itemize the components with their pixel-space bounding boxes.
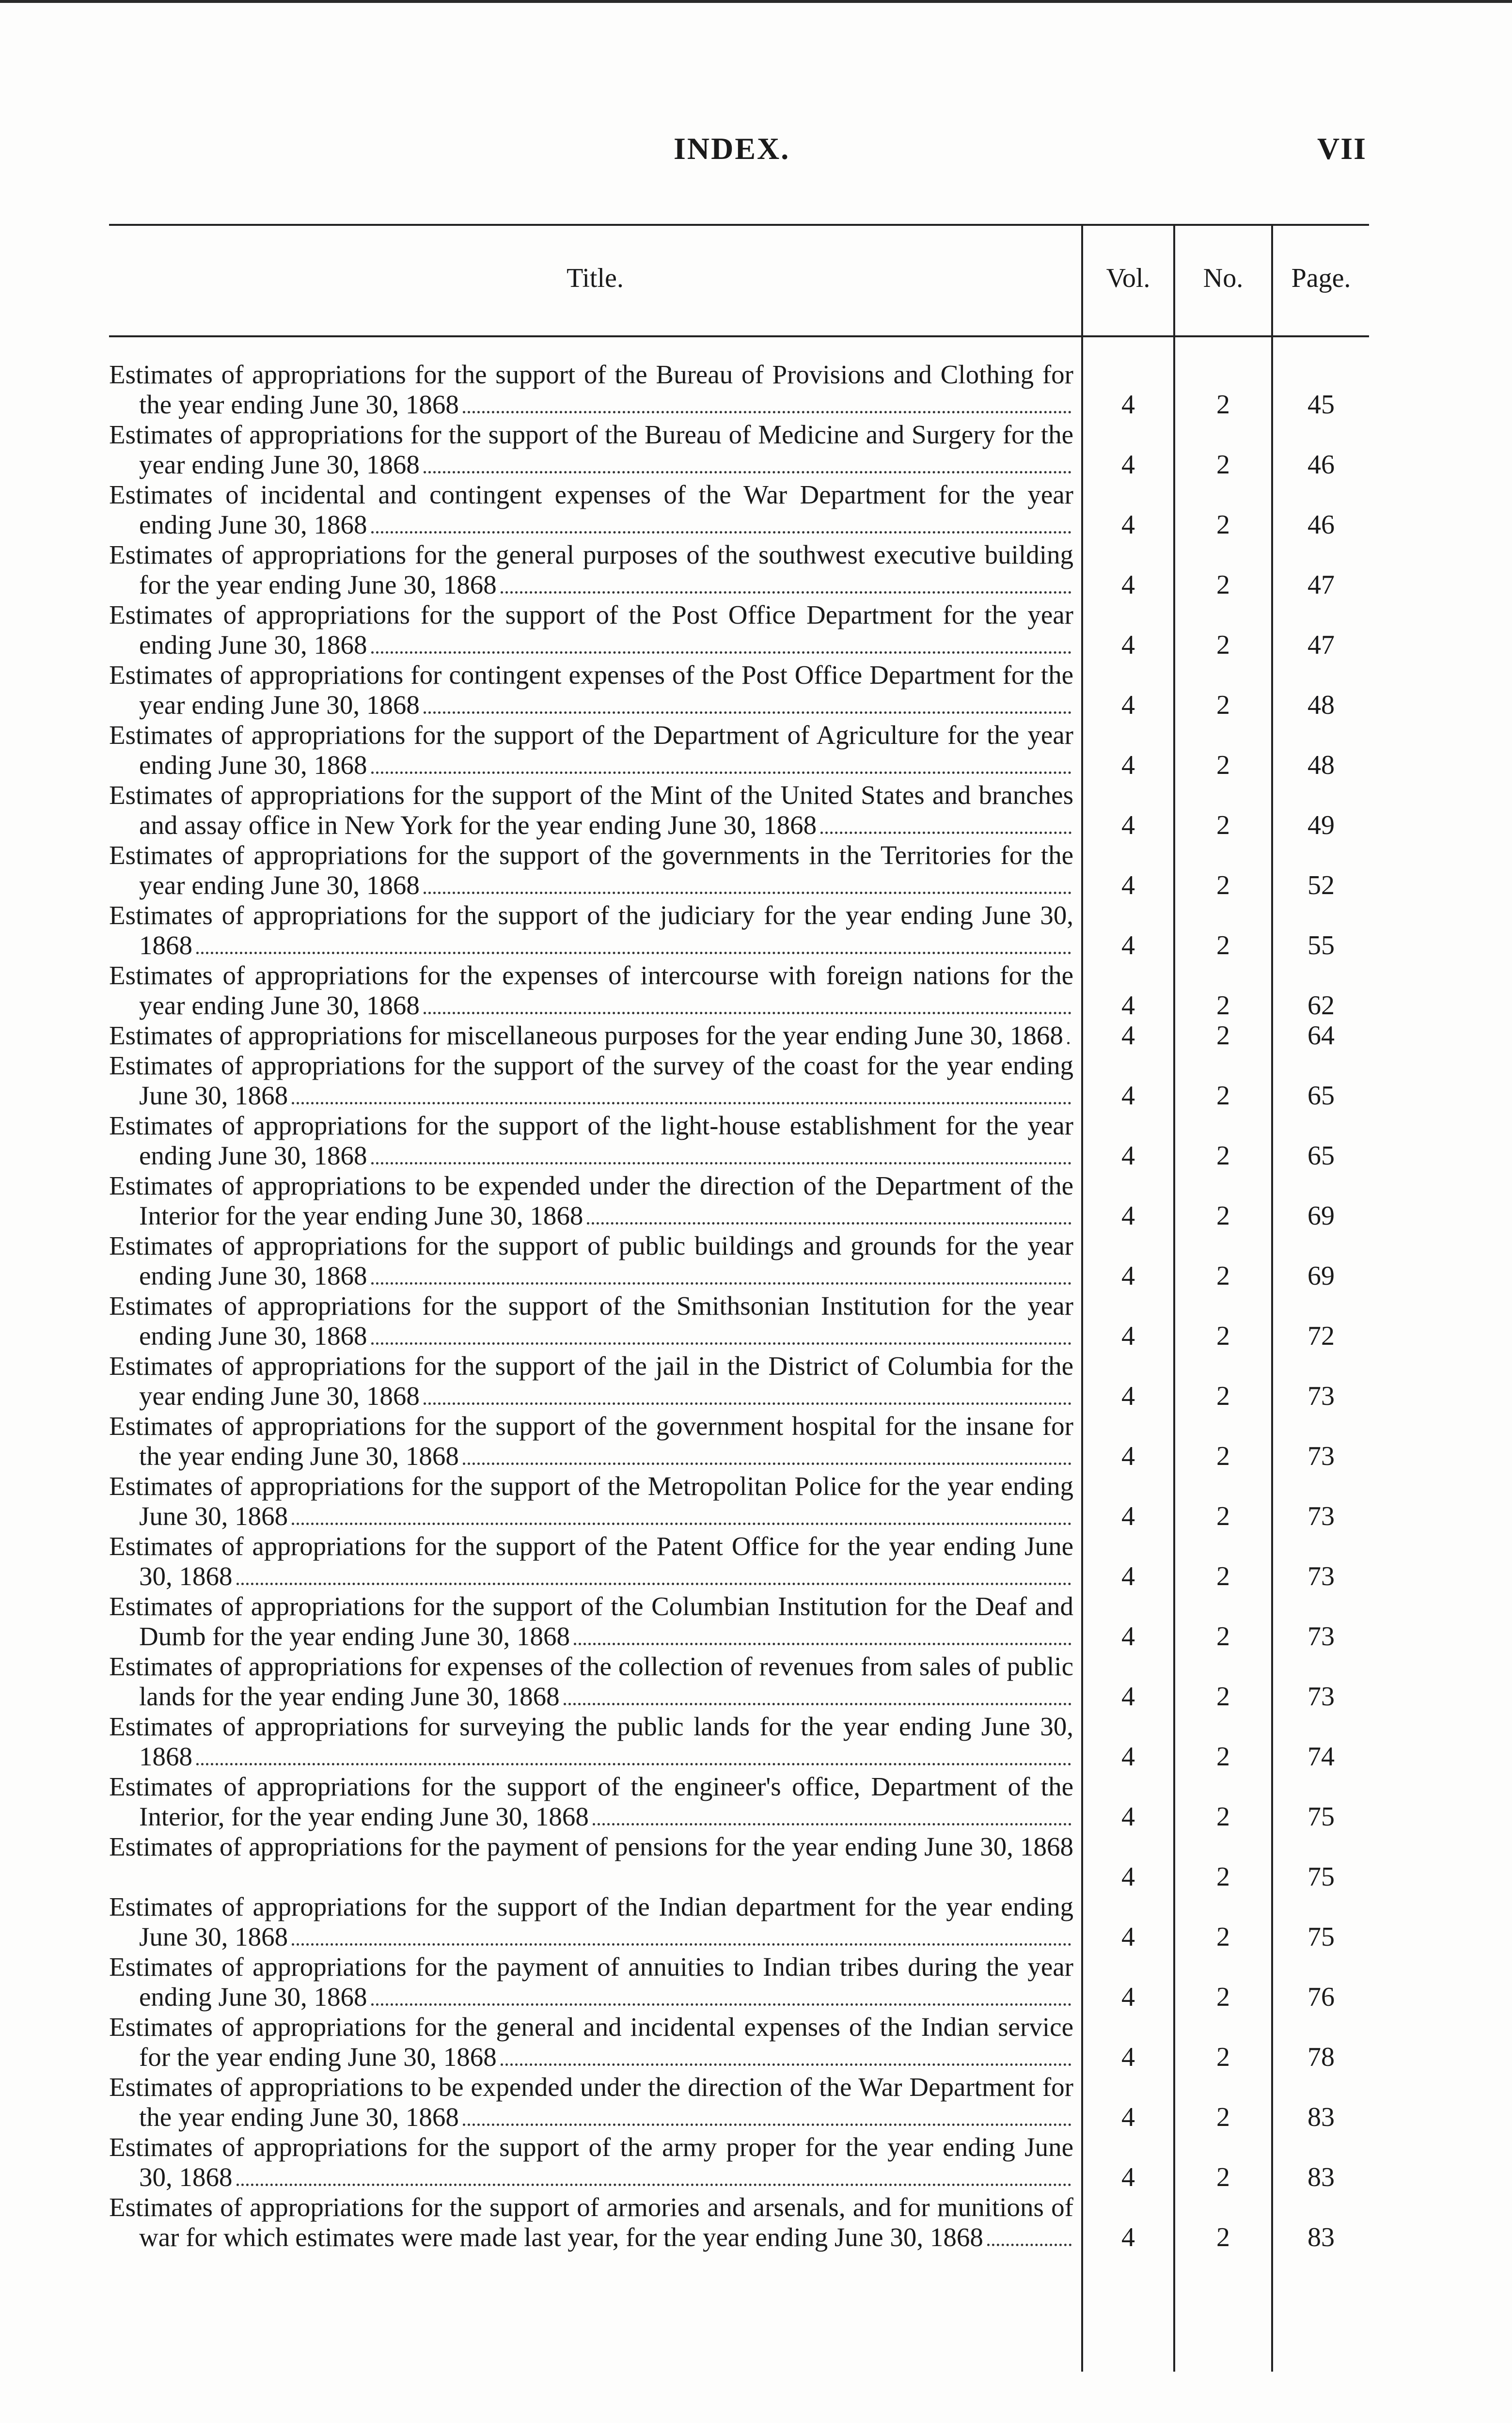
page-cell: 62: [1307, 991, 1335, 1021]
entry-title: [109, 1291, 1073, 1351]
page-cell: 73: [1307, 1682, 1335, 1712]
dot-leader: [593, 1823, 1071, 1825]
number-cell: 2: [1216, 2162, 1230, 2192]
entry-title-text: Estimates of appropriations for the expenses of intercourse with foreign nations for the year ending June 30, 1868: [109, 960, 1073, 1020]
dot-leader: [820, 832, 1071, 834]
page-cell: 69: [1307, 1201, 1335, 1231]
dot-leader: [463, 411, 1071, 413]
entry-title: [109, 1051, 1073, 1111]
page-cell: 48: [1307, 690, 1335, 720]
volume-cell: 4: [1121, 1261, 1135, 1291]
entry-title: [109, 1111, 1073, 1171]
dot-leader: [463, 1463, 1071, 1465]
table-row: [109, 1021, 1369, 1051]
volume-cell: 4: [1121, 1021, 1135, 1051]
dot-leader: [587, 1222, 1071, 1225]
entry-title: [109, 720, 1073, 780]
table-row: [109, 1531, 1369, 1591]
entry-title-text: Estimates of appropriations to be expended under the direction of the War Department for the year ending June 30, 1868: [109, 2072, 1073, 2132]
table-row: [109, 1171, 1369, 1231]
dot-leader: [371, 1342, 1071, 1345]
entry-title-text: Estimates of appropriations for the support of the engineer's office, Department of the Interior, for the year ending June 30, 1868: [109, 1772, 1073, 1831]
table-row: [109, 2192, 1369, 2252]
volume-cell: 4: [1121, 1081, 1135, 1111]
volume-cell: 4: [1121, 1862, 1135, 1892]
volume-cell: 4: [1121, 570, 1135, 600]
volume-cell: 4: [1121, 810, 1135, 840]
number-cell: 2: [1216, 2222, 1230, 2252]
entry-title-text: Estimates of appropriations for the general purposes of the southwest executive building for the year ending June 30, 1868: [109, 540, 1073, 599]
volume-cell: 4: [1121, 1922, 1135, 1952]
dot-leader: [424, 711, 1071, 714]
page-number: VII: [1317, 131, 1367, 166]
volume-cell: 4: [1121, 1561, 1135, 1591]
page-cell: 74: [1307, 1742, 1335, 1772]
entry-title: [109, 1171, 1073, 1231]
volume-cell: 4: [1121, 2222, 1135, 2252]
volume-cell: 4: [1121, 510, 1135, 540]
entry-title: [109, 1411, 1073, 1471]
entry-title-text: Estimates of appropriations for the support of the Smithsonian Institution for the year ending June 30, 1868: [109, 1291, 1073, 1351]
number-cell: 2: [1216, 1201, 1230, 1231]
entry-title: [109, 1351, 1073, 1411]
column-header-title: Title.: [567, 263, 624, 293]
number-cell: 2: [1216, 1862, 1230, 1892]
entry-title: [109, 960, 1073, 1021]
number-cell: 2: [1216, 630, 1230, 660]
number-cell: 2: [1216, 690, 1230, 720]
table-row: [109, 1952, 1369, 2012]
dot-leader: [371, 1282, 1071, 1285]
dot-leader: [424, 471, 1071, 473]
volume-cell: 4: [1121, 1682, 1135, 1712]
page-cell: 49: [1307, 810, 1335, 840]
volume-cell: 4: [1121, 1621, 1135, 1652]
volume-cell: 4: [1121, 1321, 1135, 1351]
entry-title-text: Estimates of appropriations for the payment of pensions for the year ending June 30, 1868: [109, 1832, 1073, 1861]
entry-title-text: Estimates of appropriations for contingent expenses of the Post Office Department for the year ending June 30, 1868: [109, 660, 1073, 720]
volume-cell: 4: [1121, 1802, 1135, 1832]
table-row: [109, 1892, 1369, 1952]
volume-cell: 4: [1121, 690, 1135, 720]
entry-title: [109, 660, 1073, 720]
entry-title: [109, 1591, 1073, 1652]
entry-title: [109, 1652, 1073, 1712]
entry-title-text: Estimates of appropriations for the support of the Indian department for the year ending June 30, 1868: [109, 1892, 1073, 1951]
page-cell: 73: [1307, 1561, 1335, 1591]
volume-cell: 4: [1121, 750, 1135, 780]
entry-title: [109, 420, 1073, 480]
dot-leader: [574, 1643, 1071, 1645]
page-cell: 75: [1307, 1922, 1335, 1952]
table-row: [109, 480, 1369, 540]
page-cell: 78: [1307, 2042, 1335, 2072]
volume-cell: 4: [1121, 1982, 1135, 2012]
entry-title: [109, 1952, 1073, 2012]
entry-title-text: Estimates of appropriations for the support of armories and arsenals, and for munitions of war for which estimates were made last year, for the year ending June 30, 1868: [109, 2192, 1073, 2252]
entry-title: [109, 2012, 1073, 2072]
entry-title-text: Estimates of appropriations for the support of the Metropolitan Police for the year ending June 30, 1868: [109, 1471, 1073, 1531]
page-cell: 73: [1307, 1441, 1335, 1471]
number-cell: 2: [1216, 1261, 1230, 1291]
entry-title-text: Estimates of appropriations for the support of the Post Office Department for the year ending June 30, 1868: [109, 600, 1073, 660]
entry-title-text: Estimates of appropriations for the support of the government hospital for the insane for the year ending June 30, 1868: [109, 1411, 1073, 1471]
entry-title: [109, 900, 1073, 960]
dot-leader: [371, 651, 1071, 654]
volume-cell: 4: [1121, 450, 1135, 480]
volume-cell: 4: [1121, 630, 1135, 660]
table-row: [109, 2072, 1369, 2132]
dot-leader: [501, 591, 1071, 594]
number-cell: 2: [1216, 930, 1230, 960]
volume-cell: 4: [1121, 1742, 1135, 1772]
dot-leader: [196, 1763, 1071, 1765]
page-title: INDEX.: [674, 131, 790, 166]
page-cell: 75: [1307, 1802, 1335, 1832]
dot-leader: [236, 2184, 1072, 2186]
table-row: [109, 1411, 1369, 1471]
entry-title: [109, 360, 1073, 420]
number-cell: 2: [1216, 1561, 1230, 1591]
number-cell: 2: [1216, 1621, 1230, 1652]
table-row: [109, 2132, 1369, 2192]
entry-title: [109, 540, 1073, 600]
entry-title-text: Estimates of appropriations for the support of the Mint of the United States and branches and assay office in New York for the year ending June 30, 1868: [109, 780, 1073, 840]
page-top-rule: [0, 0, 1512, 3]
entry-title: [109, 1712, 1073, 1772]
number-cell: 2: [1216, 1922, 1230, 1952]
dot-leader: [564, 1703, 1071, 1705]
dot-leader: [987, 2244, 1071, 2246]
entry-title-text: Estimates of appropriations for expenses of the collection of revenues from sales of public lands for the year ending June 30, 1868: [109, 1652, 1073, 1711]
dot-leader: [292, 1943, 1071, 1946]
entry-title-text: Estimates of appropriations for the support of the judiciary for the year ending June 30, 1868: [109, 900, 1073, 960]
entry-title: [109, 1772, 1073, 1832]
index-table: [109, 224, 1369, 2400]
volume-cell: 4: [1121, 1381, 1135, 1411]
volume-cell: 4: [1121, 2102, 1135, 2132]
table-body: [109, 360, 1369, 2252]
dot-leader: [236, 1583, 1072, 1585]
dot-leader: [371, 1162, 1071, 1164]
column-header-no: No.: [1203, 263, 1244, 293]
table-row: [109, 1111, 1369, 1171]
entry-title-text: Estimates of appropriations for the support of the jail in the District of Columbia for the year ending June 30, 1868: [109, 1351, 1073, 1411]
table-row: [109, 1832, 1369, 1892]
entry-title-text: Estimates of appropriations for miscellaneous purposes for the year ending June 30, 1868: [109, 1021, 1063, 1050]
volume-cell: 4: [1121, 1501, 1135, 1531]
volume-cell: 4: [1121, 2162, 1135, 2192]
page-cell: 48: [1307, 750, 1335, 780]
table-row: [109, 1712, 1369, 1772]
page-cell: 83: [1307, 2222, 1335, 2252]
number-cell: 2: [1216, 1021, 1230, 1051]
entry-title-text: Estimates of appropriations to be expended under the direction of the Department of the Interior for the year ending June 30, 1868: [109, 1171, 1073, 1230]
number-cell: 2: [1216, 1321, 1230, 1351]
entry-title: [109, 1531, 1073, 1591]
page-cell: 46: [1307, 510, 1335, 540]
table-row: [109, 420, 1369, 480]
dot-leader: [371, 2003, 1071, 2006]
entry-title: [109, 2192, 1073, 2252]
table-header-rule: [109, 335, 1369, 337]
entry-title: [109, 600, 1073, 660]
column-header-vol: Vol.: [1106, 263, 1150, 293]
number-cell: 2: [1216, 510, 1230, 540]
entry-title: [109, 840, 1073, 900]
entry-title-text: Estimates of appropriations for surveying the public lands for the year ending June 30, 1868: [109, 1712, 1073, 1771]
table-row: [109, 600, 1369, 660]
page-cell: 52: [1307, 870, 1335, 900]
dot-leader: [371, 771, 1071, 774]
number-cell: 2: [1216, 1742, 1230, 1772]
page-cell: 73: [1307, 1501, 1335, 1531]
volume-cell: 4: [1121, 390, 1135, 420]
number-cell: 2: [1216, 450, 1230, 480]
table-row: [109, 1772, 1369, 1832]
volume-cell: 4: [1121, 2042, 1135, 2072]
entry-title-text: Estimates of appropriations for the support of the Bureau of Provisions and Clothing for the year ending June 30, 1868: [109, 360, 1073, 419]
page-cell: 83: [1307, 2102, 1335, 2132]
table-row: [109, 2012, 1369, 2072]
table-row: [109, 540, 1369, 600]
entry-title: [109, 480, 1073, 540]
number-cell: 2: [1216, 1501, 1230, 1531]
dot-leader: [371, 531, 1071, 534]
page-cell: 83: [1307, 2162, 1335, 2192]
page-cell: 65: [1307, 1081, 1335, 1111]
volume-cell: 4: [1121, 991, 1135, 1021]
number-cell: 2: [1216, 390, 1230, 420]
number-cell: 2: [1216, 750, 1230, 780]
table-row: [109, 1652, 1369, 1712]
table-row: [109, 900, 1369, 960]
dot-leader: [424, 1402, 1071, 1405]
page-cell: 64: [1307, 1021, 1335, 1051]
table-row: [109, 1231, 1369, 1291]
number-cell: 2: [1216, 1081, 1230, 1111]
page-cell: 46: [1307, 450, 1335, 480]
volume-cell: 4: [1121, 930, 1135, 960]
number-cell: 2: [1216, 2102, 1230, 2132]
entry-title-text: Estimates of incidental and contingent expenses of the War Department for the year ending June 30, 1868: [109, 480, 1073, 539]
volume-cell: 4: [1121, 870, 1135, 900]
table-row: [109, 780, 1369, 840]
page-cell: 76: [1307, 1982, 1335, 2012]
entry-title-text: Estimates of appropriations for the general and incidental expenses of the Indian service for the year ending June 30, 1868: [109, 2012, 1073, 2072]
number-cell: 2: [1216, 1682, 1230, 1712]
entry-title-text: Estimates of appropriations for the support of the governments in the Territories for the year ending June 30, 1868: [109, 840, 1073, 900]
number-cell: 2: [1216, 810, 1230, 840]
page-cell: 47: [1307, 570, 1335, 600]
number-cell: 2: [1216, 1441, 1230, 1471]
dot-leader: [424, 892, 1071, 894]
page-cell: 65: [1307, 1141, 1335, 1171]
table-row: [109, 1471, 1369, 1531]
dot-leader: [501, 2063, 1071, 2066]
volume-cell: 4: [1121, 1441, 1135, 1471]
page-cell: 45: [1307, 390, 1335, 420]
entry-title-text: Estimates of appropriations for the support of the Patent Office for the year ending June 30, 1868: [109, 1531, 1073, 1591]
entry-title: [109, 1892, 1073, 1952]
entry-title-text: Estimates of appropriations for the support of the survey of the coast for the year ending June 30, 1868: [109, 1051, 1073, 1110]
table-row: [109, 840, 1369, 900]
number-cell: 2: [1216, 1141, 1230, 1171]
number-cell: 2: [1216, 2042, 1230, 2072]
number-cell: 2: [1216, 1982, 1230, 2012]
entry-title-text: Estimates of appropriations for the support of the Columbian Institution for the Deaf and Dumb for the year ending June 30, 1868: [109, 1591, 1073, 1651]
dot-leader: [292, 1523, 1071, 1525]
page-cell: 47: [1307, 630, 1335, 660]
number-cell: 2: [1216, 1381, 1230, 1411]
volume-cell: 4: [1121, 1141, 1135, 1171]
entry-title-text: Estimates of appropriations for the support of the Department of Agriculture for the year ending June 30, 1868: [109, 720, 1073, 780]
page-cell: 72: [1307, 1321, 1335, 1351]
page-cell: 73: [1307, 1621, 1335, 1652]
entry-title: [109, 1021, 1073, 1051]
table-row: [109, 660, 1369, 720]
entry-title: [109, 2072, 1073, 2132]
column-header-page: Page.: [1291, 263, 1351, 293]
entry-title-text: Estimates of appropriations for the support of the army proper for the year ending June 30, 1868: [109, 2132, 1073, 2192]
table-row: [109, 1051, 1369, 1111]
dot-leader: [292, 1102, 1071, 1104]
entry-title-text: Estimates of appropriations for the payment of annuities to Indian tribes during the year ending June 30, 1868: [109, 1952, 1073, 2012]
table-row: [109, 1351, 1369, 1411]
entry-title: [109, 1231, 1073, 1291]
dot-leader: [424, 1012, 1071, 1014]
entry-title-text: Estimates of appropriations for the support of the light-house establishment for the year ending June 30, 1868: [109, 1111, 1073, 1170]
table-row: [109, 360, 1369, 420]
entry-title: [109, 2132, 1073, 2192]
entry-title: [109, 1471, 1073, 1531]
table-row: [109, 720, 1369, 780]
dot-leader: [1067, 1042, 1071, 1044]
entry-title: [109, 1832, 1073, 1892]
entry-title: [109, 780, 1073, 840]
page-cell: 55: [1307, 930, 1335, 960]
table-row: [109, 1291, 1369, 1351]
entry-title-text: Estimates of appropriations for the support of the Bureau of Medicine and Surgery for the year ending June 30, 1868: [109, 420, 1073, 479]
number-cell: 2: [1216, 991, 1230, 1021]
dot-leader: [196, 952, 1071, 954]
running-head: [0, 131, 1512, 179]
number-cell: 2: [1216, 1802, 1230, 1832]
table-row: [109, 1591, 1369, 1652]
page-cell: 73: [1307, 1381, 1335, 1411]
volume-cell: 4: [1121, 1201, 1135, 1231]
number-cell: 2: [1216, 870, 1230, 900]
entry-title-text: Estimates of appropriations for the support of public buildings and grounds for the year ending June 30, 1868: [109, 1231, 1073, 1290]
number-cell: 2: [1216, 570, 1230, 600]
table-row: [109, 960, 1369, 1021]
page-cell: 69: [1307, 1261, 1335, 1291]
table-top-rule: [109, 224, 1369, 226]
dot-leader: [463, 2124, 1071, 2126]
page-cell: 75: [1307, 1862, 1335, 1892]
